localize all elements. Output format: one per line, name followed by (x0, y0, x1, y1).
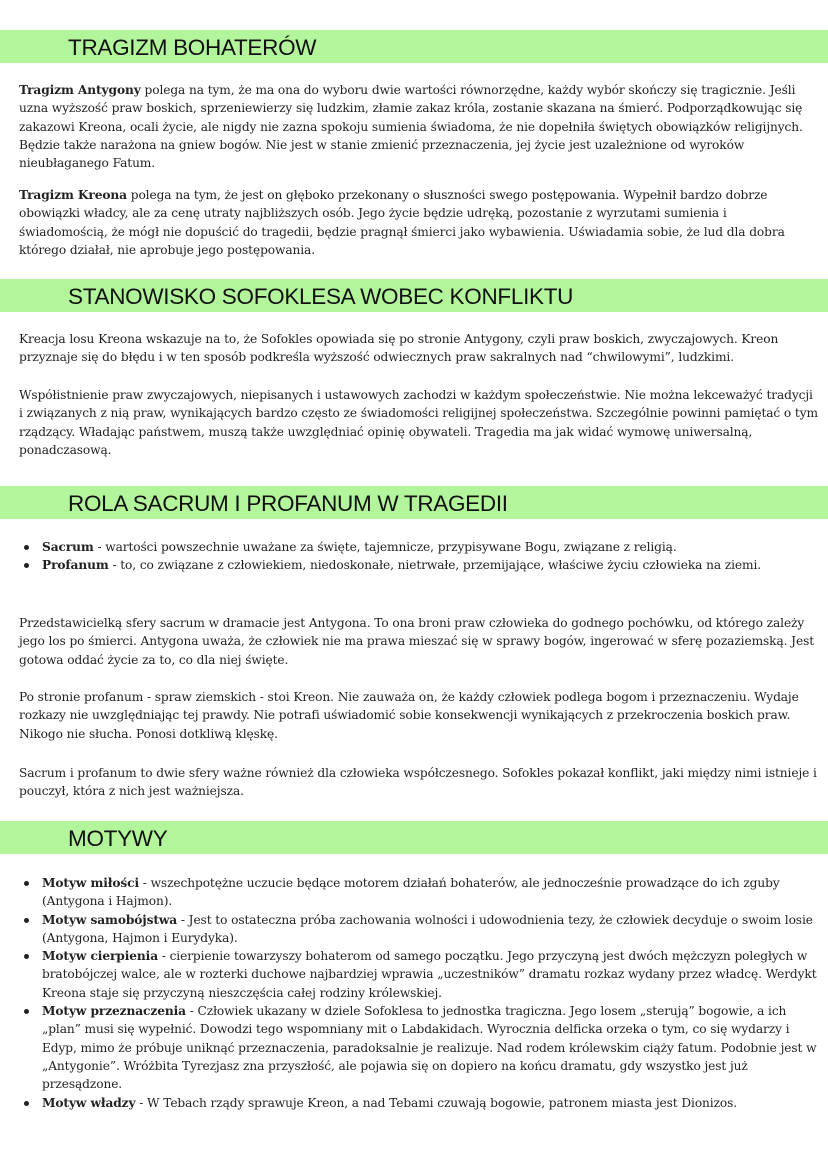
term-bold: Motyw samobójstwa (42, 912, 178, 927)
term-bold: Tragizm Antygony (19, 83, 141, 97)
section-title: STANOWISKO SOFOKLESA WOBEC KONFLIKTU (68, 284, 574, 309)
motifs-list (19, 874, 819, 1112)
term-bold: Motyw przeznaczenia (42, 1004, 186, 1019)
section-header-sacrum-profanum (0, 486, 828, 519)
paragraph-wspolczesnosc: Sacrum i profanum to dwie sfery ważne również dla człowieka współczesnego. Sofokles pokazał konflikt, jaki między nimi istnieje i pouczył, która z nich jest ważniejsza. (19, 766, 817, 799)
paragraph-tragizm-kreona (19, 186, 819, 259)
section-title: MOTYWY (68, 826, 168, 851)
section-title: ROLA SACRUM I PROFANUM W TRAGEDII (68, 491, 508, 516)
paragraph-wspolistnienie: Współistnienie praw zwyczajowych, niepisanych i ustawowych zachodzi w każdym społeczeństwie. Nie można lekceważyć tradycji i związanych z nią praw, wynikających bardzo często ze świadomości religijnej społeczeństwa. Szczególnie powinni pamiętać o tym rządzący. Władając państwem, muszą także uwzględniać opinię obywateli. Tragedia ma jak widać wymowę uniwersalną, ponadczasową. (19, 388, 818, 457)
list-item-text: - wartości powszechnie uważane za święte, tajemnicze, przypisywane Bogu, związane z religią. (93, 540, 677, 554)
list-item (19, 1002, 819, 1093)
list-item (19, 874, 819, 911)
term-bold: Motyw miłości (42, 876, 140, 890)
list-item (19, 1094, 819, 1112)
section-header-motywy (0, 821, 828, 854)
section-header-stanowisko (0, 279, 828, 312)
term-bold: Profanum (42, 558, 109, 573)
term-bold: Motyw cierpienia (42, 949, 158, 964)
list-item-text: - wszechpotężne uczucie będące motorem działań bohaterów, ale jednocześnie prowadzące do ich zguby (Antygona i Hajmon). (42, 876, 780, 909)
term-bold: Tragizm Kreona (19, 188, 127, 202)
paragraph-tragizm-antygony (19, 81, 819, 172)
list-item-text: - Jest to ostateczna próba zachowania wolności i udowodnienia tezy, że człowiek decyduje o swoim losie (Antygona, Hajmon i Eurydyka). (42, 912, 813, 945)
term-bold: Sacrum (42, 540, 94, 554)
section-title: TRAGIZM BOHATERÓW (68, 35, 317, 60)
list-item-text: - to, co związane z człowiekiem, niedoskonałe, nietrwałe, przemijające, właściwe życiu człowieka na ziemi. (108, 558, 762, 573)
definition-list (19, 538, 819, 575)
list-item-text: - cierpienie towarzyszy bohaterom od samego początku. Jego przyczyną jest dwóch mężczyzn poległych w bratobójczej walce, ale w rozterki duchowe najbardziej wprawia „uczestników” dramatu rozkaz wydany przez władcę. Werdykt Kreona staje się przyczyną nieszczęścia całej rodziny królewskiej. (42, 949, 817, 1000)
list-item-text: - W Tebach rządy sprawuje Kreon, a nad Tebami czuwają bogowie, patronem miasta jest Dionizos. (135, 1095, 738, 1110)
paragraph-profanum: Po stronie profanum - spraw ziemskich - stoi Kreon. Nie zauważa on, że każdy człowiek podlega bogom i przeznaczeniu. Wydaje rozkazy nie uwzględniając tej prawdy. Nie potrafi uświadomić sobie konsekwencji wynikających z przekroczenia boskich praw. Nikogo nie słucha. Ponosi dotkliwą klęskę. (19, 690, 799, 741)
paragraph-text: polega na tym, że jest on głęboko przekonany o słuszności swego postępowania. Wypełnił bardzo dobrze obowiązki władcy, ale za cenę utraty najbliższych osób. Jego życie będzie udręką, pozostanie z wyrzutami sumienia i świadomością, że mógł nie dopuścić do tragedii, będzie pragnął śmierci jako wybawienia. Uświadamia sobie, że lud dla dobra którego działał, nie aprobuje jego postępowania. (19, 188, 785, 257)
list-item (19, 556, 819, 574)
section-header-tragizm (0, 30, 828, 63)
paragraph-text: polega na tym, że ma ona do wyboru dwie wartości równorzędne, każdy wybór skończy się tragicznie. Jeśli uzna wyższość praw boskich, sprzeniewierzy się ludzkim, złamie zakaz króla, zostanie skazana na śmierć. Podporządkowując się zakazowi Kreona, ocali życie, ale nigdy nie zazna spokoju sumienia świadoma, że nie dopełniła świętych obowiązków religijnych. Będzie także narażona na gniew bogów. Nie jest w stanie zmienić przeznaczenia, jej życie jest uzależnione od wyroków nieubłaganego Fatum. (19, 83, 803, 171)
list-item (19, 947, 819, 1002)
paragraph-kreacja: Kreacja losu Kreona wskazuje na to, że Sofokles opowiada się po stronie Antygony, czyli praw boskich, zwyczajowych. Kreon przyznaje się do błędu i w ten sposób podkreśla wyższość odwiecznych praw sakralnych nad “chwilowymi”, ludzkimi. (19, 332, 779, 365)
list-item (19, 538, 819, 556)
term-bold: Motyw władzy (42, 1095, 136, 1110)
list-item (19, 911, 819, 948)
paragraph-sacrum: Przedstawicielką sfery sacrum w dramacie jest Antygona. To ona broni praw człowieka do godnego pochówku, od którego zależy jego los po śmierci. Antygona uważa, że człowiek nie ma prawa mieszać się w sprawy bogów, ingerować w sferę pozaziemską. Jest gotowa oddać życie za to, co dla niej święte. (19, 616, 815, 667)
list-item-text: - Człowiek ukazany w dziele Sofoklesa to jednostka tragiczna. Jego losem „sterują” bogowie, a ich „plan” musi się wypełnić. Dowodzi tego wspomniany mit o Labdakidach. Wyrocznia delficka orzeka o tym, co się wydarzy i Edyp, mimo że próbuje uniknąć przeznaczenia, paradoksalnie je realizuje. Nad rodem królewskim ciąży fatum. Podobnie jest w „Antygonie”. Wróżbita Tyrezjasz zna przyszłość, ale pojawia się on dopiero na końcu dramatu, gdy wszystko jest już przesądzone. (42, 1004, 817, 1092)
